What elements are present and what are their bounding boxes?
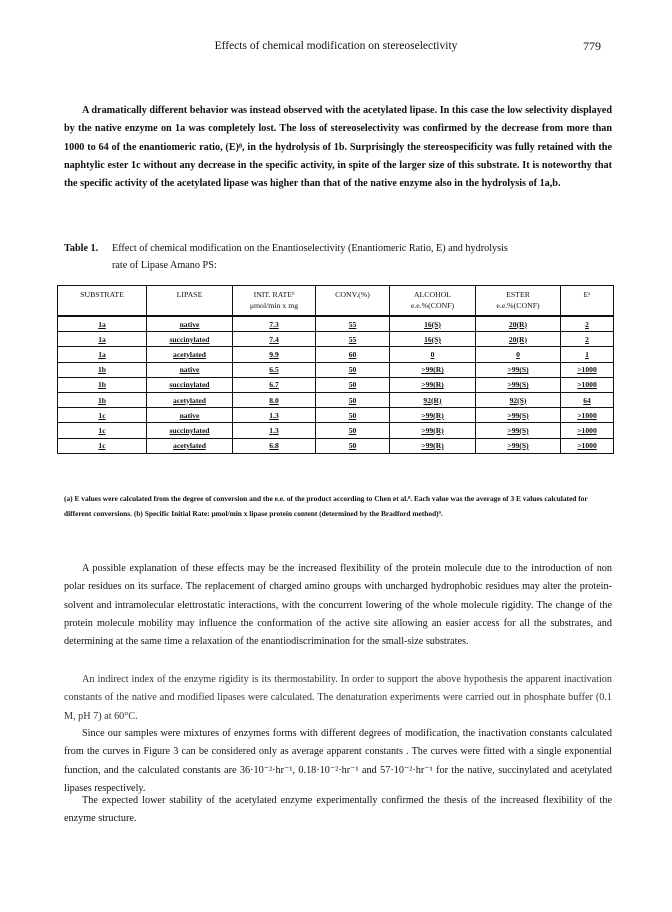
cell-value: 1a	[98, 319, 106, 329]
cell-rate	[233, 392, 316, 407]
cell-value: succinylated	[169, 334, 210, 344]
cell-lipase	[147, 362, 233, 377]
cell-value: 55	[348, 319, 357, 329]
table-caption-line2: rate of Lipase Amano PS:	[112, 260, 217, 271]
cell-e-value	[561, 423, 614, 438]
cell-value: 1b	[97, 380, 107, 390]
cell-lipase	[147, 392, 233, 407]
cell-e-value	[561, 316, 614, 332]
cell-value: 6.7	[269, 380, 279, 390]
cell-value: acetylated	[173, 395, 206, 405]
cell-alcohol-ee	[390, 392, 476, 407]
results-table	[57, 285, 614, 454]
cell-e-value	[561, 347, 614, 362]
cell-value: 2	[585, 334, 589, 344]
cell-value: 0	[430, 349, 435, 359]
table-caption	[64, 240, 614, 274]
cell-value: 55	[348, 334, 357, 344]
cell-substrate	[58, 362, 147, 377]
cell-value: 20(R)	[508, 334, 528, 344]
table-row	[58, 377, 614, 392]
cell-alcohol-ee	[390, 423, 476, 438]
cell-rate	[233, 423, 316, 438]
cell-value: >99(R)	[421, 410, 444, 420]
cell-value: 1c	[98, 425, 106, 435]
cell-value: acetylated	[173, 349, 206, 359]
cell-conversion	[316, 347, 390, 362]
alcohol-unit: e.e.%(CONF)	[410, 301, 455, 310]
cell-alcohol-ee	[390, 438, 476, 453]
cell-value: >99(S)	[507, 410, 529, 420]
rate-unit: μmol/min x mg	[249, 301, 299, 310]
cell-value: 2	[585, 319, 589, 329]
cell-value: >1000	[577, 441, 597, 451]
cell-value: >1000	[577, 365, 597, 375]
cell-value: >99(R)	[421, 441, 444, 451]
cell-value: 50	[348, 410, 357, 420]
cell-alcohol-ee	[390, 408, 476, 423]
cell-ester-ee	[476, 408, 561, 423]
cell-ester-ee	[476, 423, 561, 438]
alcohol-label: ALCOHOL	[413, 290, 452, 299]
cell-ester-ee	[476, 347, 561, 362]
cell-value: native	[179, 319, 200, 329]
table-row	[58, 408, 614, 423]
col-header-e: Eᵃ	[561, 286, 614, 317]
cell-conversion	[316, 362, 390, 377]
col-header-substrate: SUBSTRATE	[58, 286, 147, 317]
cell-value: >1000	[577, 425, 597, 435]
rate-label: INIT. RATEᵇ	[253, 290, 295, 299]
cell-value: 50	[348, 395, 357, 405]
cell-substrate	[58, 438, 147, 453]
col-header-conversion: CONV.(%)	[316, 286, 390, 317]
cell-lipase	[147, 438, 233, 453]
ester-unit: e.e.%(CONF)	[496, 301, 540, 310]
cell-ester-ee	[476, 332, 561, 347]
cell-conversion	[316, 332, 390, 347]
col-header-rate	[233, 286, 316, 317]
cell-value: >1000	[577, 380, 597, 390]
paragraph-results-acetylated: A dramatically different behavior was instead observed with the acetylated lipase. In this case the low selectivity displayed by the native enzyme on 1a was completely lost. The loss of stereoselectivity was confirmed by the decrease from more than 1000 to 64 of the enantiomeric ratio, (E)⁸, in the hydrolysis of 1b. Surprisingly the stereospecificity was fully retained with the naphtylic ester 1c without any decrease in the specific activity, in spite of the larger size of this substrate. It is noteworthy that the specific activity of the acetylated lipase was higher than that of the native enzyme also in the hydrolysis of 1a,b.	[64, 105, 612, 190]
table-label: Table 1.	[64, 243, 99, 254]
cell-substrate	[58, 423, 147, 438]
cell-lipase	[147, 423, 233, 438]
cell-conversion	[316, 438, 390, 453]
cell-value: 1c	[98, 441, 106, 451]
cell-conversion	[316, 408, 390, 423]
cell-ester-ee	[476, 362, 561, 377]
cell-value: >99(S)	[507, 380, 529, 390]
cell-value: 1a	[98, 334, 106, 344]
col-header-ester	[476, 286, 561, 317]
table-row	[58, 347, 614, 362]
cell-value: 1b	[97, 395, 107, 405]
cell-value: >99(S)	[507, 441, 529, 451]
cell-alcohol-ee	[390, 362, 476, 377]
cell-value: 6.5	[269, 365, 279, 375]
cell-substrate	[58, 392, 147, 407]
cell-value: native	[179, 410, 200, 420]
table-row	[58, 438, 614, 453]
cell-value: 20(R)	[508, 319, 528, 329]
cell-e-value	[561, 408, 614, 423]
table-row	[58, 362, 614, 377]
cell-lipase	[147, 347, 233, 362]
cell-e-value	[561, 332, 614, 347]
cell-value: 92(S)	[509, 395, 527, 405]
cell-value: 6.8	[269, 441, 279, 451]
cell-conversion	[316, 316, 390, 332]
cell-ester-ee	[476, 377, 561, 392]
cell-value: 7.3	[269, 319, 279, 329]
cell-ester-ee	[476, 438, 561, 453]
cell-value: >99(R)	[421, 365, 444, 375]
table-header-row	[58, 286, 614, 317]
cell-value: 1.3	[269, 410, 279, 420]
cell-value: 1a	[98, 349, 106, 359]
cell-value: 8.0	[269, 395, 279, 405]
cell-rate	[233, 408, 316, 423]
cell-lipase	[147, 377, 233, 392]
cell-value: 1b	[97, 365, 107, 375]
cell-value: >99(R)	[421, 380, 444, 390]
cell-value: 16(S)	[424, 319, 441, 329]
cell-value: >1000	[577, 410, 597, 420]
cell-lipase	[147, 408, 233, 423]
cell-value: succinylated	[169, 425, 210, 435]
cell-alcohol-ee	[390, 347, 476, 362]
cell-rate	[233, 316, 316, 332]
table-body	[58, 316, 614, 453]
col-header-lipase: LIPASE	[147, 286, 233, 317]
cell-e-value	[561, 438, 614, 453]
cell-value: native	[179, 365, 200, 375]
col-header-alcohol	[390, 286, 476, 317]
cell-e-value	[561, 377, 614, 392]
table-caption-line1: Effect of chemical modification on the Enantioselectivity (Enantiomeric Ratio, E) and hydrolysis	[112, 243, 508, 254]
cell-lipase	[147, 316, 233, 332]
cell-ester-ee	[476, 316, 561, 332]
page-number: 779	[583, 39, 601, 53]
cell-value: 50	[348, 441, 357, 451]
cell-conversion	[316, 392, 390, 407]
cell-value: >99(R)	[421, 425, 444, 435]
cell-value: 64	[583, 395, 591, 405]
paragraph-explanation: A possible explanation of these effects may be the increased flexibility of the protein molecule due to the introduction of non polar residues on its surface. The replacement of charged amino groups with uncharged hydrophobic residues may alter the protein-solvent and intramolecular elettrostatic interactions, with the concurrent lowering of the whole molecule rigidity. The change of the protein molecule mobility may influence the conformation of the active site allowing an easier access for all the substrates, and determining at the same time a relaxation of the enantiodiscrimination for the small-size substrates.	[64, 563, 612, 648]
cell-value: 7.4	[269, 334, 279, 344]
cell-conversion	[316, 423, 390, 438]
cell-e-value	[561, 362, 614, 377]
cell-value: >99(S)	[507, 425, 529, 435]
cell-rate	[233, 347, 316, 362]
table-row	[58, 423, 614, 438]
cell-alcohol-ee	[390, 316, 476, 332]
cell-value: 1c	[98, 410, 106, 420]
cell-value: acetylated	[173, 441, 206, 451]
cell-lipase	[147, 332, 233, 347]
table-row	[58, 392, 614, 407]
cell-value: 1.3	[269, 425, 279, 435]
cell-e-value	[561, 392, 614, 407]
cell-value: 60	[348, 349, 357, 359]
cell-value: 50	[348, 365, 357, 375]
cell-rate	[233, 438, 316, 453]
paragraph-thermostability: An indirect index of the enzyme rigidity is its thermostability. In order to support the above hypothesis the apparent inactivation constants of the native and modified lipases were calculated. The denaturation experiments were carried out in phosphate buffer (0.1 M, pH 7) at 60°C.	[64, 674, 612, 722]
cell-value: 50	[348, 425, 357, 435]
paragraph-conclusion: The expected lower stability of the acetylated enzyme experimentally confirmed the thesis of the increased flexibility of the enzyme structure.	[64, 795, 612, 825]
cell-value: 0	[516, 349, 520, 359]
cell-value: >99(S)	[507, 365, 529, 375]
cell-value: 16(S)	[424, 334, 441, 344]
cell-value: 92(R)	[423, 395, 442, 405]
cell-substrate	[58, 332, 147, 347]
cell-rate	[233, 377, 316, 392]
ester-label: ESTER	[506, 290, 530, 299]
cell-rate	[233, 362, 316, 377]
running-header: Effects of chemical modification on stereoselectivity	[214, 40, 458, 52]
cell-ester-ee	[476, 392, 561, 407]
paragraph-inactivation-constants: Since our samples were mixtures of enzymes forms with different degrees of modification, the inactivation constants calculated from the curves in Figure 3 can be considered only as average apparent constants . The curves were fitted with a single exponential function, and the calculated constants are 36·10⁻²·hr⁻¹, 0.18·10⁻²·hr⁻¹ and 57·10⁻²·hr⁻¹ for the native, succinylated and acetylated lipases respectively.	[64, 728, 612, 794]
table-row	[58, 316, 614, 332]
table-row	[58, 332, 614, 347]
cell-value: 1	[585, 349, 589, 359]
cell-substrate	[58, 377, 147, 392]
cell-value: 50	[348, 380, 357, 390]
cell-conversion	[316, 377, 390, 392]
cell-rate	[233, 332, 316, 347]
cell-substrate	[58, 316, 147, 332]
cell-substrate	[58, 347, 147, 362]
cell-alcohol-ee	[390, 332, 476, 347]
cell-value: succinylated	[169, 380, 210, 390]
cell-alcohol-ee	[390, 377, 476, 392]
table-footnote: (a) E values were calculated from the degree of conversion and the e.e. of the product according to Chen et al.⁸. Each value was the average of 3 E values calculated for different conversions. (b) Specific Initial Rate: μmol/min x lipase protein content (determined by the Bradford method)⁹.	[64, 494, 588, 518]
cell-substrate	[58, 408, 147, 423]
cell-value: 9.9	[269, 349, 279, 359]
